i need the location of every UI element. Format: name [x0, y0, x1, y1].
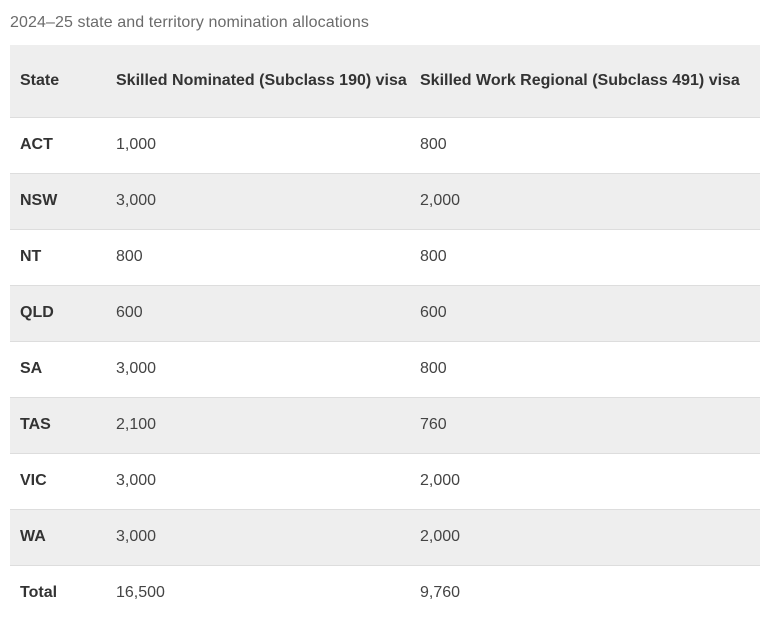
table-row [10, 509, 760, 565]
table-row [10, 229, 760, 285]
subclass-491-cell: 600 [420, 304, 447, 321]
table-row [10, 341, 760, 397]
subclass-491-cell: 760 [420, 416, 447, 433]
subclass-190-cell: 3,000 [116, 360, 157, 377]
header-state: State [20, 71, 60, 89]
state-cell: SA [20, 360, 43, 377]
subclass-190-cell: 3,000 [116, 472, 157, 489]
state-cell: NSW [20, 192, 58, 209]
subclass-190-cell: 800 [116, 248, 143, 265]
state-cell: NT [20, 248, 42, 265]
state-cell: VIC [20, 472, 47, 489]
state-cell: QLD [20, 304, 54, 321]
table-row [10, 285, 760, 341]
state-cell: WA [20, 528, 46, 545]
subclass-491-cell: 800 [420, 136, 447, 153]
total-subclass-491-cell: 9,760 [420, 584, 461, 602]
header-subclass-491: Skilled Work Regional (Subclass 491) visa [420, 71, 740, 89]
state-cell: TAS [20, 416, 51, 433]
table-caption: 2024–25 state and territory nomination allocations [10, 14, 369, 31]
total-subclass-190-cell: 16,500 [116, 584, 165, 602]
subclass-491-cell: 2,000 [420, 528, 461, 545]
total-label-cell: Total [20, 584, 58, 602]
table-row [10, 173, 760, 229]
table-row [10, 397, 760, 453]
subclass-190-cell: 3,000 [116, 528, 157, 545]
header-subclass-190: Skilled Nominated (Subclass 190) visa [116, 71, 407, 89]
subclass-491-cell: 2,000 [420, 192, 461, 209]
subclass-491-cell: 800 [420, 360, 447, 377]
subclass-190-cell: 3,000 [116, 192, 157, 209]
subclass-190-cell: 2,100 [116, 416, 157, 433]
subclass-491-cell: 800 [420, 248, 447, 265]
state-cell: ACT [20, 136, 53, 153]
subclass-190-cell: 600 [116, 304, 143, 321]
nomination-allocations-table [10, 45, 760, 621]
table-total-row [10, 565, 760, 621]
table-header-row [10, 45, 760, 117]
table-row [10, 117, 760, 173]
subclass-491-cell: 2,000 [420, 472, 461, 489]
subclass-190-cell: 1,000 [116, 136, 157, 153]
table-row [10, 453, 760, 509]
